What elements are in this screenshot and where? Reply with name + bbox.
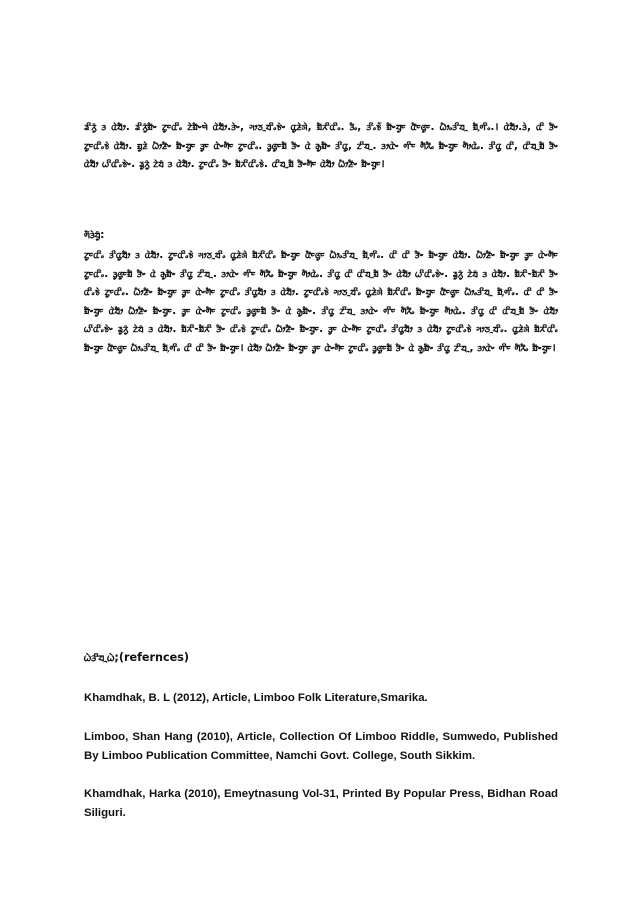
intro-paragraph: ᤕᤡᤖᤢ᤺ ᤋ ᤂᤧᤔ᤺ᤥ. ᤕᤡᤖᤢ᤺ᤀᤠᤴ ᤁᤢᤰᤂᤡᤱ ᤁᤧᤀᤠᤴᤗᤧ ᤂᤧᤔ᤺ᤥ.ᤋᤧᤴ, ᤆᤣᤍᤳᤔᤡᤱᤃᤧᤴ ᤂᤢᤏᤧᤈᤧ, ᤀᤠᤖᤡᤂᤡᤱ. ᤋᤠᤱ, ᤋᤡᤱᤃᤧ᤺ ᤀᤠᤴᤔᤢᤰ ᤂᤠᤰᤜᤢᤰ. ᤐᤥᤱᤋᤡᤔᤳ ᤀᤠ᤹ᤛᤡᤱ.। ᤂᤧᤔ᤺ᤥ.ᤋᤧ, ᤂᤡ ᤋᤠᤴ ᤁᤢᤰᤂᤡᤱᤃᤧ ᤂᤧᤔ᤺ᤥ. ᤀᤢᤏᤧ ᤐᤥᤏᤠᤴ ᤀᤠᤴᤔᤢᤰ ᤋᤢᤰ ᤂᤧᤴᤛᤠᤰ ᤁᤢᤰᤂᤡᤱ. ᤋᤢᤜᤢᤰᤀᤠ ᤋᤠᤴ ᤂᤧ ᤌᤢᤀᤠᤴ ᤋᤡᤂᤢ, ᤁᤡᤔᤳ. ᤋᤣᤂᤧᤴ ᤛᤡᤰ ᤛᤠᤖᤠᤱ ᤀᤠᤴᤔᤢᤰ ᤛᤥᤂᤧᤱ. ᤋᤡᤂᤢ ᤂᤡ, ᤂᤡᤔᤳᤀᤠ ᤋᤠᤴ ᤂᤧᤔ᤺ᤥ ᤐᤡᤂᤡᤱᤃᤧᤴ. ᤕᤢᤖᤢ᤺ ᤁᤧᤔ᤺ ᤋ ᤂᤧᤔ᤺ᤥ. ᤁᤢᤰᤂᤡᤱ ᤋᤠᤴ ᤀᤠᤖᤡᤂᤡᤱᤃᤧ. ᤂᤡᤔᤳᤀᤠ ᤋᤠᤴᤛᤠᤰ ᤂᤧᤔ᤺ᤥ ᤐᤥᤏᤠᤴ ᤀᤠᤴᤔᤢᤰ। — [84, 121, 558, 170]
reference-item-2: Limboo, Shan Hang (2010), Article, Collection Of Limboo Riddle, Sumwedo, Published By Limboo Publication Committee, Namchi Govt. College, South Sikkim. — [84, 731, 558, 762]
section-heading: ᤛᤠᤋᤧᤔᤢ᤺: — [84, 228, 105, 241]
body-paragraph: ᤁᤢᤰᤂᤡᤱ ᤋᤡᤂᤢᤔ᤺ᤥ ᤋ ᤂᤧᤔ᤺ᤥ. ᤁᤢᤰᤂᤡᤱᤃᤧ ᤆᤣᤍᤳᤔᤡᤱ ᤂᤢᤏᤧᤈᤧ ᤀᤠᤖᤡᤂᤡᤱ ᤀᤠᤴᤔᤢᤰ ᤂᤠᤰᤜᤢᤰ ᤐᤥᤱᤋᤡᤔᤳ ᤀᤠ᤹ᤛᤡᤱ. ᤂᤡ ᤂᤡ ᤋᤠᤴ ᤀᤠᤴᤔᤢᤰ ᤂᤧᤔ᤺ᤥ. ᤐᤥᤏᤠᤴ ᤀᤠᤴᤔᤢᤰ ᤋᤢᤰ ᤂᤧᤴᤛᤠᤰ ᤁᤢᤰᤂᤡᤱ. ᤋᤢᤜᤢᤰᤀᤠ ᤋᤠᤴ ᤂᤧ ᤌᤢᤀᤠᤴ ᤋᤡᤂᤢ ᤁᤡᤔᤳ. ᤋᤣᤂᤧᤴ ᤛᤡᤰ ᤛᤠᤖᤠᤱ ᤀᤠᤴᤔᤢᤰ ᤛᤥᤂᤧᤱ. ᤋᤡᤂᤢ ᤂᤡ ᤂᤡᤔᤳᤀᤠ ᤋᤠᤴ ᤂᤧᤔ᤺ᤥ ᤐᤡᤂᤡᤱᤃᤧᤴ. ᤕᤢᤖᤢ᤺ ᤁᤧᤔ᤺ ᤋ ᤂᤧᤔ᤺ᤥ. ᤀᤠᤖᤡ-ᤀᤠᤖᤡ ᤋᤠᤴ ᤂᤡᤱᤃᤧ ᤁᤢᤰᤂᤡᤱ. ᤐᤥᤏᤠᤴ ᤀᤠᤴᤔᤢᤰ ᤋᤢᤰ ᤂᤧᤴᤛᤠᤰ ᤁᤢᤰᤂᤡᤱ ᤋᤡᤂᤢᤔ᤺ᤥ ᤋ ᤂᤧᤔ᤺ᤥ. ᤁᤢᤰᤂᤡᤱᤃᤧ ᤆᤣᤍᤳᤔᤡᤱ ᤂᤢᤏᤧᤈᤧ ᤀᤠᤖᤡᤂᤡᤱ ᤀᤠᤴᤔᤢᤰ ᤂᤠᤰᤜᤢᤰ ᤐᤥᤱᤋᤡᤔᤳ ᤀᤠ᤹ᤛᤡᤱ. ᤂᤡ ᤂᤡ ᤋᤠᤴ ᤀᤠᤴᤔᤢᤰ ᤂᤧᤔ᤺ᤥ ᤐᤥᤏᤠᤴ ᤀᤠᤴᤔᤢᤰ. ᤋᤢᤰ ᤂᤧᤴᤛᤠᤰ ᤁᤢᤰᤂᤡᤱ ᤋᤢᤜᤢᤰᤀᤠ ᤋᤠᤴ ᤂᤧ ᤌᤢᤀᤠᤴ. ᤋᤡᤂᤢ ᤁᤡᤔᤳ ᤋᤣᤂᤧᤴ ᤛᤡᤰ ᤛᤠᤖᤠᤱ ᤀᤠᤴᤔᤢᤰ ᤛᤥᤂᤧᤱ. ᤋᤡᤂᤢ ᤂᤡ ᤂᤡᤔᤳᤀᤠ ᤋᤠᤴ ᤂᤧᤔ᤺ᤥ ᤐᤡᤂᤡᤱᤃᤧᤴ ᤕᤢᤖᤢ᤺ ᤁᤧᤔ᤺ ᤋ ᤂᤧᤔ᤺ᤥ. ᤀᤠᤖᤡ-ᤀᤠᤖᤡ ᤋᤠᤴ ᤂᤡᤱᤃᤧ ᤁᤢᤰᤂᤡᤱ ᤐᤥᤏᤠᤴ ᤀᤠᤴᤔᤢᤰ. ᤋᤢᤰ ᤂᤧᤴᤛᤠᤰ ᤁᤢᤰᤂᤡᤱ ᤋᤡᤂᤢᤔ᤺ᤥ ᤋ ᤂᤧᤔ᤺ᤥ ᤁᤢᤰᤂᤡᤱᤃᤧ ᤆᤣᤍᤳᤔᤡᤱ. ᤂᤢᤏᤧᤈᤧ ᤀᤠᤖᤡᤂᤡᤱ ᤀᤠᤴᤔᤢᤰ ᤂᤠᤰᤜᤢᤰ ᤐᤥᤱᤋᤡᤔᤳ ᤀᤠ᤹ᤛᤡᤱ ᤂᤡ ᤂᤡ ᤋᤠᤴ ᤀᤠᤴᤔᤢᤰ। ᤂᤧᤔ᤺ᤥ ᤐᤥᤏᤠᤴ ᤀᤠᤴᤔᤢᤰ ᤋᤢᤰ ᤂᤧᤴᤛᤠᤰ ᤁᤢᤰᤂᤡᤱ ᤋᤢᤜᤢᤰᤀᤠ ᤋᤠᤴ ᤂᤧ ᤌᤢᤀᤠᤴ ᤋᤡᤂᤢ ᤁᤡᤔᤳ, ᤋᤣᤂᤧᤴ ᤛᤡᤰ ᤛᤠᤖᤠᤱ ᤀᤠᤴᤔᤢᤰ। — [84, 249, 558, 354]
reference-item-1: Khamdhak, B. L (2012), Article, Limboo Folk Literature,Smarika. — [84, 692, 428, 704]
references-heading: ᤐᤧᤋᤡᤔᤳᤐᤧ;(refernces) — [84, 651, 189, 664]
reference-item-3: Khamdhak, Harka (2010), Emeytnasung Vol-31, Printed By Popular Press, Bidhan Road Siliguri. — [84, 788, 558, 819]
